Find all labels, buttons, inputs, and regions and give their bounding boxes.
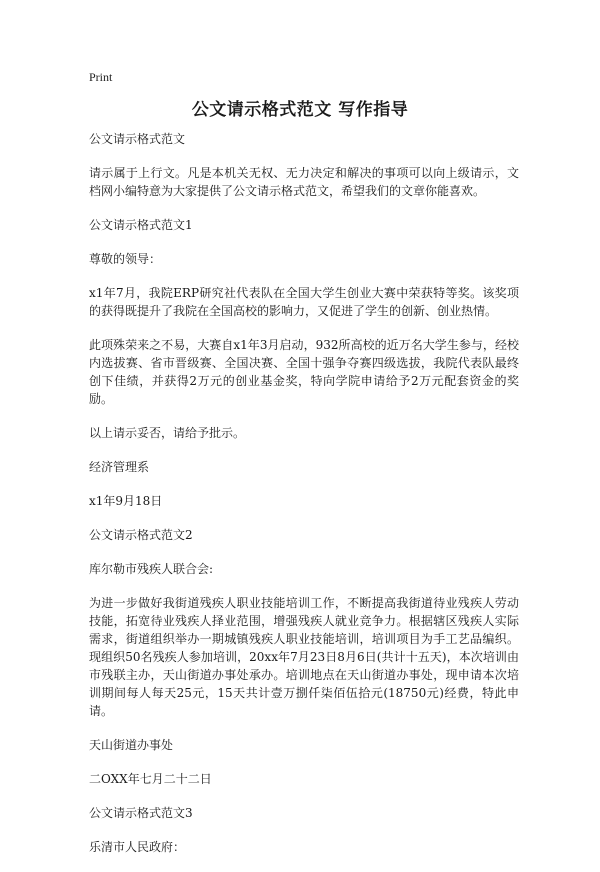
body-paragraph: 为进一步做好我街道残疾人职业技能培训工作，不断提高我街道待业残疾人劳动技能，拓宽待业残疾人择业范围，增强残疾人就业竞争力。根据辖区残疾人实际需求，街道组织举办一期城镇残疾人职业技能培训，培训项目为手工艺品编织。现组织50名残疾人参加培训，20xx年7月23日8月6日(共计十五天)，本次培训由市残联主办，天山街道办事处承办。培训地点在天山街道办事处，现申请本次培训期间每人每天25元，15天共计壹万捌仟柒佰伍拾元(18750元)经费，特此申请。 [89, 596, 519, 718]
section-heading: 公文请示格式范文3 [89, 806, 193, 820]
print-link[interactable]: Print [89, 70, 113, 84]
body-paragraph: x1年7月，我院ERP研究社代表队在全国大学生创业大赛中荣获特等奖。该奖项的获得既提升了我院在全国高校的影响力，又促进了学生的创新、创业热情。 [89, 286, 519, 318]
body-paragraph: 此项殊荣来之不易，大赛自x1年3月启动，932所高校的近万名大学生参与，经校内选拔赛、省市晋级赛、全国决赛、全国十强争夺赛四级选拔，我院代表队最终创下佳绩，并获得2万元的创业基金奖，特向学院申请给予2万元配套资金的奖励。 [89, 338, 519, 406]
section-heading: 公文请示格式范文1 [89, 218, 193, 232]
salutation: 乐清市人民政府： [89, 840, 186, 854]
salutation: 库尔勒市残疾人联合会: [89, 562, 214, 576]
closing-line: 以上请示妥否，请给予批示。 [89, 426, 246, 440]
page-title: 公文请示格式范文 写作指导 [191, 100, 409, 120]
section-heading: 公文请示格式范文2 [89, 528, 193, 542]
salutation: 尊敬的领导： [89, 252, 162, 266]
intro-paragraph: 请示属于上行文。凡是本机关无权、无力决定和解决的事项可以向上级请示，文档网小编特意为大家提供了公文请示格式范文，希望我们的文章你能喜欢。 [89, 166, 519, 198]
document-body [89, 130, 519, 872]
section-heading: 公文请示格式范文 [89, 132, 186, 146]
signature-organization: 经济管理系 [89, 460, 150, 474]
signature-date: 二OXX年七月二十二日 [89, 772, 212, 786]
signature-organization: 天山街道办事处 [89, 738, 174, 752]
signature-date: x1年9月18日 [89, 494, 163, 508]
